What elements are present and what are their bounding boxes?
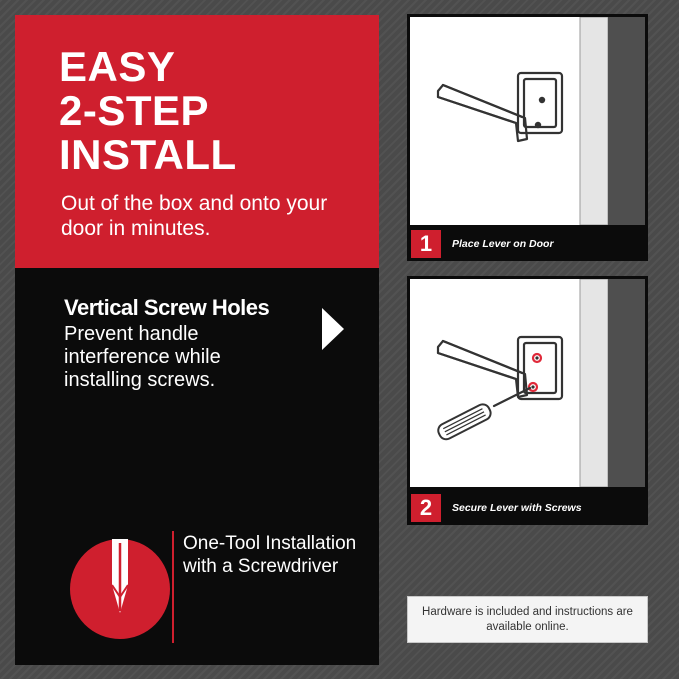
step-2-panel	[407, 276, 648, 525]
note-text: Hardware is included and instructions are available online.	[422, 606, 633, 633]
tool-divider	[172, 531, 174, 643]
step-1-caption	[407, 227, 648, 261]
headline-line: EASY	[59, 43, 176, 90]
screwdriver-tip-icon	[68, 537, 172, 641]
tool-description: One-Tool Installation with a Screwdriver	[183, 533, 357, 577]
step-1-illustration	[410, 17, 645, 225]
step-label: Place Lever on Door	[452, 238, 554, 250]
step-label: Secure Lever with Screws	[452, 502, 582, 514]
step-1-panel	[407, 14, 648, 261]
headline	[59, 45, 237, 177]
subheadline: Out of the box and onto your door in minutes.	[61, 192, 328, 240]
step-2-caption	[407, 491, 648, 525]
left-info-panel	[15, 15, 379, 665]
feature-title: Vertical Screw Holes	[64, 295, 270, 320]
feature-description: Prevent handle interference while installing screws.	[64, 323, 221, 391]
chevron-right-icon	[320, 305, 346, 353]
step-2-illustration	[410, 279, 645, 487]
headline-line: INSTALL	[59, 131, 237, 178]
step-number: 2	[411, 494, 441, 522]
headline-line: 2-STEP	[59, 87, 210, 134]
headline-block	[15, 15, 379, 268]
note-box	[407, 596, 648, 643]
step-number: 1	[411, 230, 441, 258]
